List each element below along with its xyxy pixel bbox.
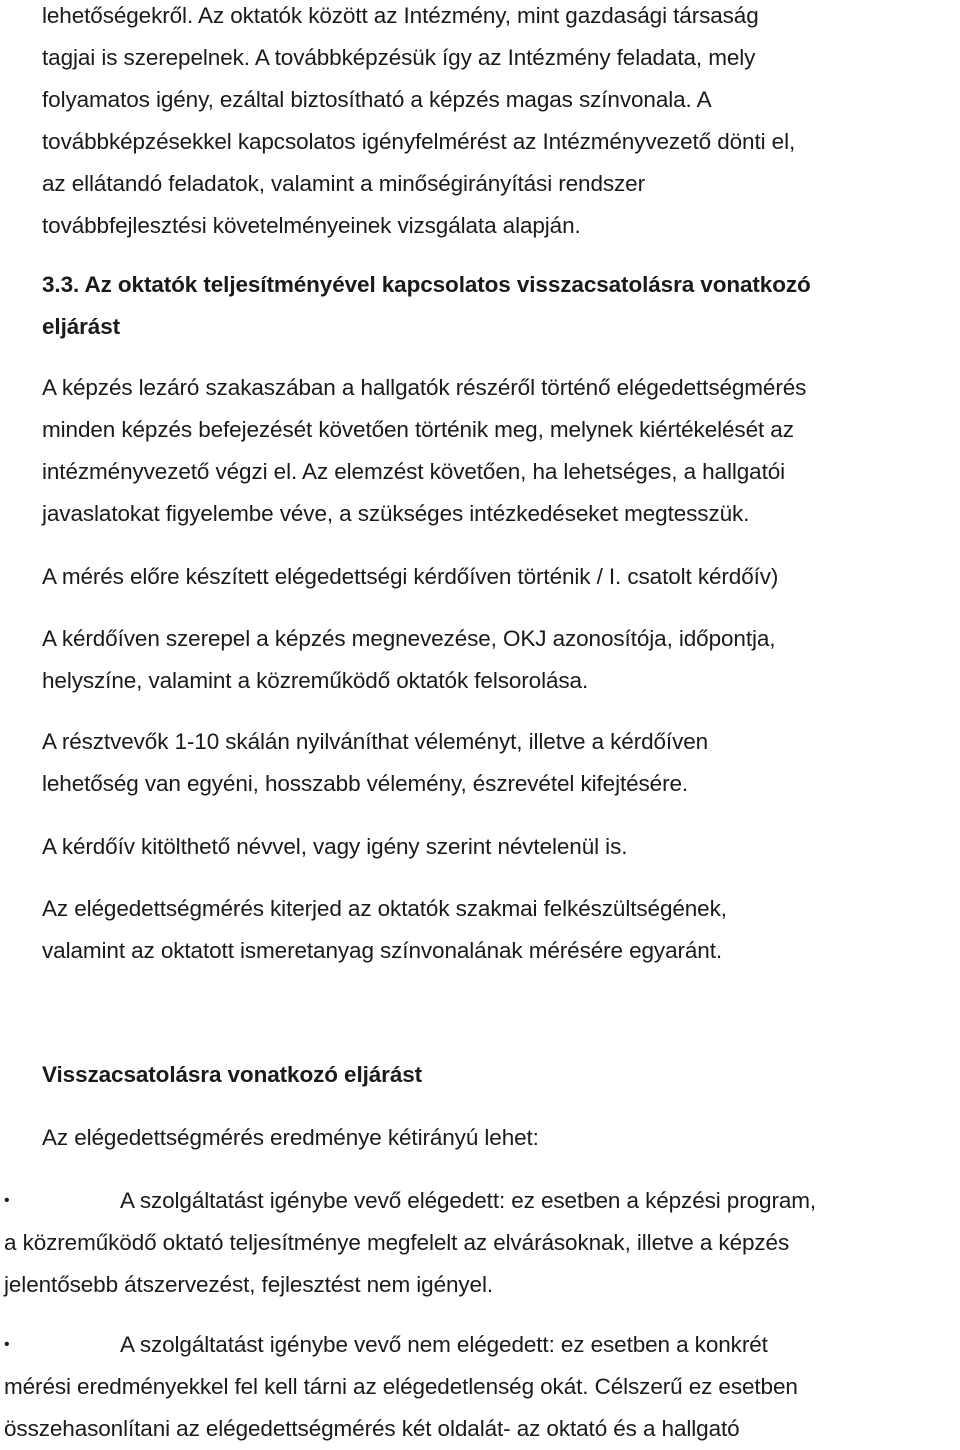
contents-paragraph [42, 618, 952, 702]
questionnaire-line: A mérés előre készített elégedettségi kérdőíven történik / I. csatolt kérdőív) [42, 564, 779, 589]
scale-line: lehetőség van egyéni, hosszabb vélemény, észrevétel kifejtésére. [42, 771, 689, 796]
bullet-line: A szolgáltatást igénybe vevő elégedett: ez esetben a képzési program, [120, 1188, 817, 1213]
subheading [42, 1054, 952, 1096]
measurement-line: javaslatokat figyelembe véve, a szükséges intézkedéseket megtesszük. [42, 501, 750, 526]
intro-line: továbbképzésekkel kapcsolatos igényfelmérést az Intézményvezető dönti el, [42, 129, 796, 154]
anonymous-line: A kérdőív kitölthető névvel, vagy igény szerint névtelenül is. [42, 834, 628, 859]
bullet-item [4, 1180, 954, 1306]
measurement-line: minden képzés befejezését követően történik meg, melynek kiértékelését az [42, 417, 794, 442]
scale-line: A résztvevők 1-10 skálán nyilváníthat véleményt, illetve a kérdőíven [42, 729, 709, 754]
intro-line: lehetőségekről. Az oktatók között az Intézmény, mint gazdasági társaság [42, 3, 759, 28]
scope-line: valamint az oktatott ismeretanyag színvonalának mérésére egyaránt. [42, 938, 723, 963]
contents-line: A kérdőíven szerepel a képzés megnevezése, OKJ azonosítója, időpontja, [42, 626, 776, 651]
scope-line: Az elégedettségmérés kiterjed az oktatók szakmai felkészültségének, [42, 896, 727, 921]
section-heading-line: 3.3. Az oktatók teljesítményével kapcsolatos visszacsatolásra vonatkozó [42, 272, 811, 297]
result-text: Az elégedettségmérés eredménye kétirányú lehet: [42, 1125, 539, 1150]
bullet-icon: • [4, 1192, 10, 1209]
intro-line: tagjai is szerepelnek. A továbbképzésük így az Intézmény feladata, mely [42, 45, 756, 70]
section-heading-line: eljárást [42, 314, 121, 339]
questionnaire-paragraph [42, 556, 952, 598]
bullet-item [4, 1324, 954, 1450]
intro-line: folyamatos igény, ezáltal biztosítható a képzés magas színvonala. A [42, 87, 712, 112]
intro-line: továbbfejlesztési követelményeinek vizsgálata alapján. [42, 213, 581, 238]
section-heading [42, 264, 952, 348]
bullet-icon: • [4, 1336, 10, 1353]
measurement-paragraph [42, 367, 952, 535]
measurement-line: intézményvezető végzi el. Az elemzést követően, ha lehetséges, a hallgatói [42, 459, 786, 484]
bullet-line: jelentősebb átszervezést, fejlesztést nem igényel. [4, 1272, 494, 1297]
intro-line: az ellátandó feladatok, valamint a minőségirányítási rendszer [42, 171, 645, 196]
contents-line: helyszíne, valamint a közreműködő oktatók felsorolása. [42, 668, 589, 693]
bullet-line: A szolgáltatást igénybe vevő nem elégedett: ez esetben a konkrét [120, 1332, 768, 1357]
intro-paragraph [42, 0, 952, 247]
bullet-line: a közreműködő oktató teljesítménye megfelelt az elvárásoknak, illetve a képzés [4, 1230, 790, 1255]
anonymous-paragraph [42, 826, 952, 868]
measurement-line: A képzés lezáró szakaszában a hallgatók részéről történő elégedettségmérés [42, 375, 807, 400]
scope-paragraph [42, 888, 952, 972]
result-paragraph [42, 1117, 952, 1159]
scale-paragraph [42, 721, 952, 805]
bullet-line: mérési eredményekkel fel kell tárni az elégedetlenség okát. Célszerű ez esetben [4, 1374, 798, 1399]
subheading-text: Visszacsatolásra vonatkozó eljárást [42, 1062, 423, 1087]
bullet-line: összehasonlítani az elégedettségmérés két oldalát- az oktató és a hallgató [4, 1416, 740, 1441]
